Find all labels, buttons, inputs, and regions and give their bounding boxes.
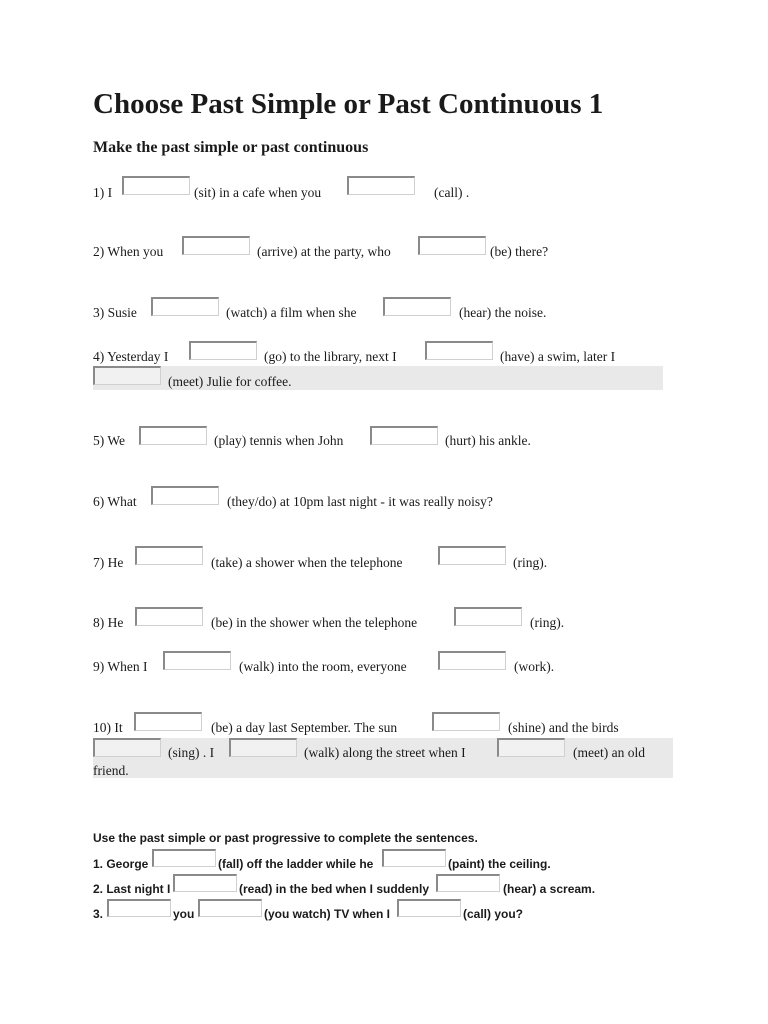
answer-input-4c[interactable] [93, 366, 161, 385]
answer-input-7b[interactable] [438, 546, 506, 565]
instructions-heading: Make the past simple or past continuous [93, 139, 369, 156]
question-2-part-b: (arrive) at the party, who [257, 244, 391, 259]
question-7-part-c: (ring). [513, 555, 548, 570]
question-5-part-b: (play) tennis when John [214, 433, 344, 448]
question-4-part-c: (have) a swim, later I [500, 349, 616, 364]
question-5-part-c: (hurt) his ankle. [445, 433, 531, 448]
sentence-2-part-b: (read) in the bed when I suddenly [239, 882, 430, 896]
answer-input-7a[interactable] [135, 546, 203, 565]
question-4-part-a: 4) Yesterday I [93, 349, 169, 364]
answer-input-8b[interactable] [454, 607, 522, 626]
answer-input-3a[interactable] [151, 297, 219, 316]
answer-input-10e[interactable] [497, 738, 565, 757]
answer-input-10c[interactable] [93, 738, 161, 757]
question-3-part-a: 3) Susie [93, 305, 137, 320]
question-10-part-a: 10) It [93, 720, 123, 735]
question-6-part-b: (they/do) at 10pm last night - it was really noisy? [227, 494, 493, 509]
answer-input-5a[interactable] [139, 426, 207, 445]
sentence-1-part-b: (fall) off the ladder while he [218, 857, 374, 871]
question-2-part-a: 2) When you [93, 244, 164, 259]
answer-input-s1b[interactable] [382, 849, 446, 867]
answer-input-6a[interactable] [151, 486, 219, 505]
question-9-part-a: 9) When I [93, 659, 148, 674]
question-3-part-c: (hear) the noise. [459, 305, 547, 320]
question-10-part-e: (walk) along the street when I [304, 745, 466, 760]
answer-input-1b[interactable] [347, 176, 415, 195]
answer-input-3b[interactable] [383, 297, 451, 316]
answer-input-s1a[interactable] [152, 849, 216, 867]
question-2-part-c: (be) there? [490, 244, 549, 259]
answer-input-9a[interactable] [163, 651, 231, 670]
answer-input-s3c[interactable] [397, 899, 461, 917]
question-8-part-a: 8) He [93, 615, 124, 630]
question-7-part-a: 7) He [93, 555, 124, 570]
answer-input-4a[interactable] [189, 341, 257, 360]
question-9-part-c: (work). [514, 659, 555, 674]
question-10-part-f: (meet) an old [573, 745, 645, 760]
sentence-1-part-a: 1. George [93, 857, 149, 871]
question-9-part-b: (walk) into the room, everyone [239, 659, 407, 674]
answer-input-4b[interactable] [425, 341, 493, 360]
answer-input-s3a[interactable] [107, 899, 171, 917]
answer-input-10b[interactable] [432, 712, 500, 731]
answer-input-10d[interactable] [229, 738, 297, 757]
question-1-part-b: (sit) in a cafe when you [194, 185, 322, 200]
sentence-3-part-a: 3. [93, 907, 104, 921]
question-7-part-b: (take) a shower when the telephone [211, 555, 403, 570]
question-8-part-c: (ring). [530, 615, 565, 630]
page-title: Choose Past Simple or Past Continuous 1 [93, 88, 604, 120]
question-6-part-a: 6) What [93, 494, 137, 509]
answer-input-2b[interactable] [418, 236, 486, 255]
answer-input-9b[interactable] [438, 651, 506, 670]
question-5-part-a: 5) We [93, 433, 126, 448]
question-8-part-b: (be) in the shower when the telephone [211, 615, 418, 630]
question-10-part-d: (sing) . I [168, 745, 215, 760]
answer-input-2a[interactable] [182, 236, 250, 255]
question-3-part-b: (watch) a film when she [226, 305, 357, 320]
question-10-part-c: (shine) and the birds [508, 720, 619, 735]
answer-input-s3b[interactable] [198, 899, 262, 917]
question-4-part-d: (meet) Julie for coffee. [168, 374, 292, 389]
answer-input-10a[interactable] [134, 712, 202, 731]
sentence-3-part-b: you [173, 907, 195, 921]
question-4-part-b: (go) to the library, next I [264, 349, 397, 364]
answer-input-8a[interactable] [135, 607, 203, 626]
answer-input-s2b[interactable] [436, 874, 500, 892]
sentence-2-part-a: 2. Last night I [93, 882, 171, 896]
sentence-2-part-c: (hear) a scream. [503, 882, 596, 896]
question-10-part-g: friend. [93, 763, 129, 778]
answer-input-s2a[interactable] [173, 874, 237, 892]
question-10-part-b: (be) a day last September. The sun [211, 720, 398, 735]
sentence-1-part-c: (paint) the ceiling. [448, 857, 551, 871]
question-1-part-a: 1) I [93, 185, 113, 200]
sentence-3-part-c: (you watch) TV when I [264, 907, 391, 921]
section-2-heading: Use the past simple or past progressive to complete the sentences. [93, 831, 478, 845]
question-1-part-c: (call) . [434, 185, 470, 200]
answer-input-1a[interactable] [122, 176, 190, 195]
answer-input-5b[interactable] [370, 426, 438, 445]
sentence-3-part-d: (call) you? [463, 907, 524, 921]
